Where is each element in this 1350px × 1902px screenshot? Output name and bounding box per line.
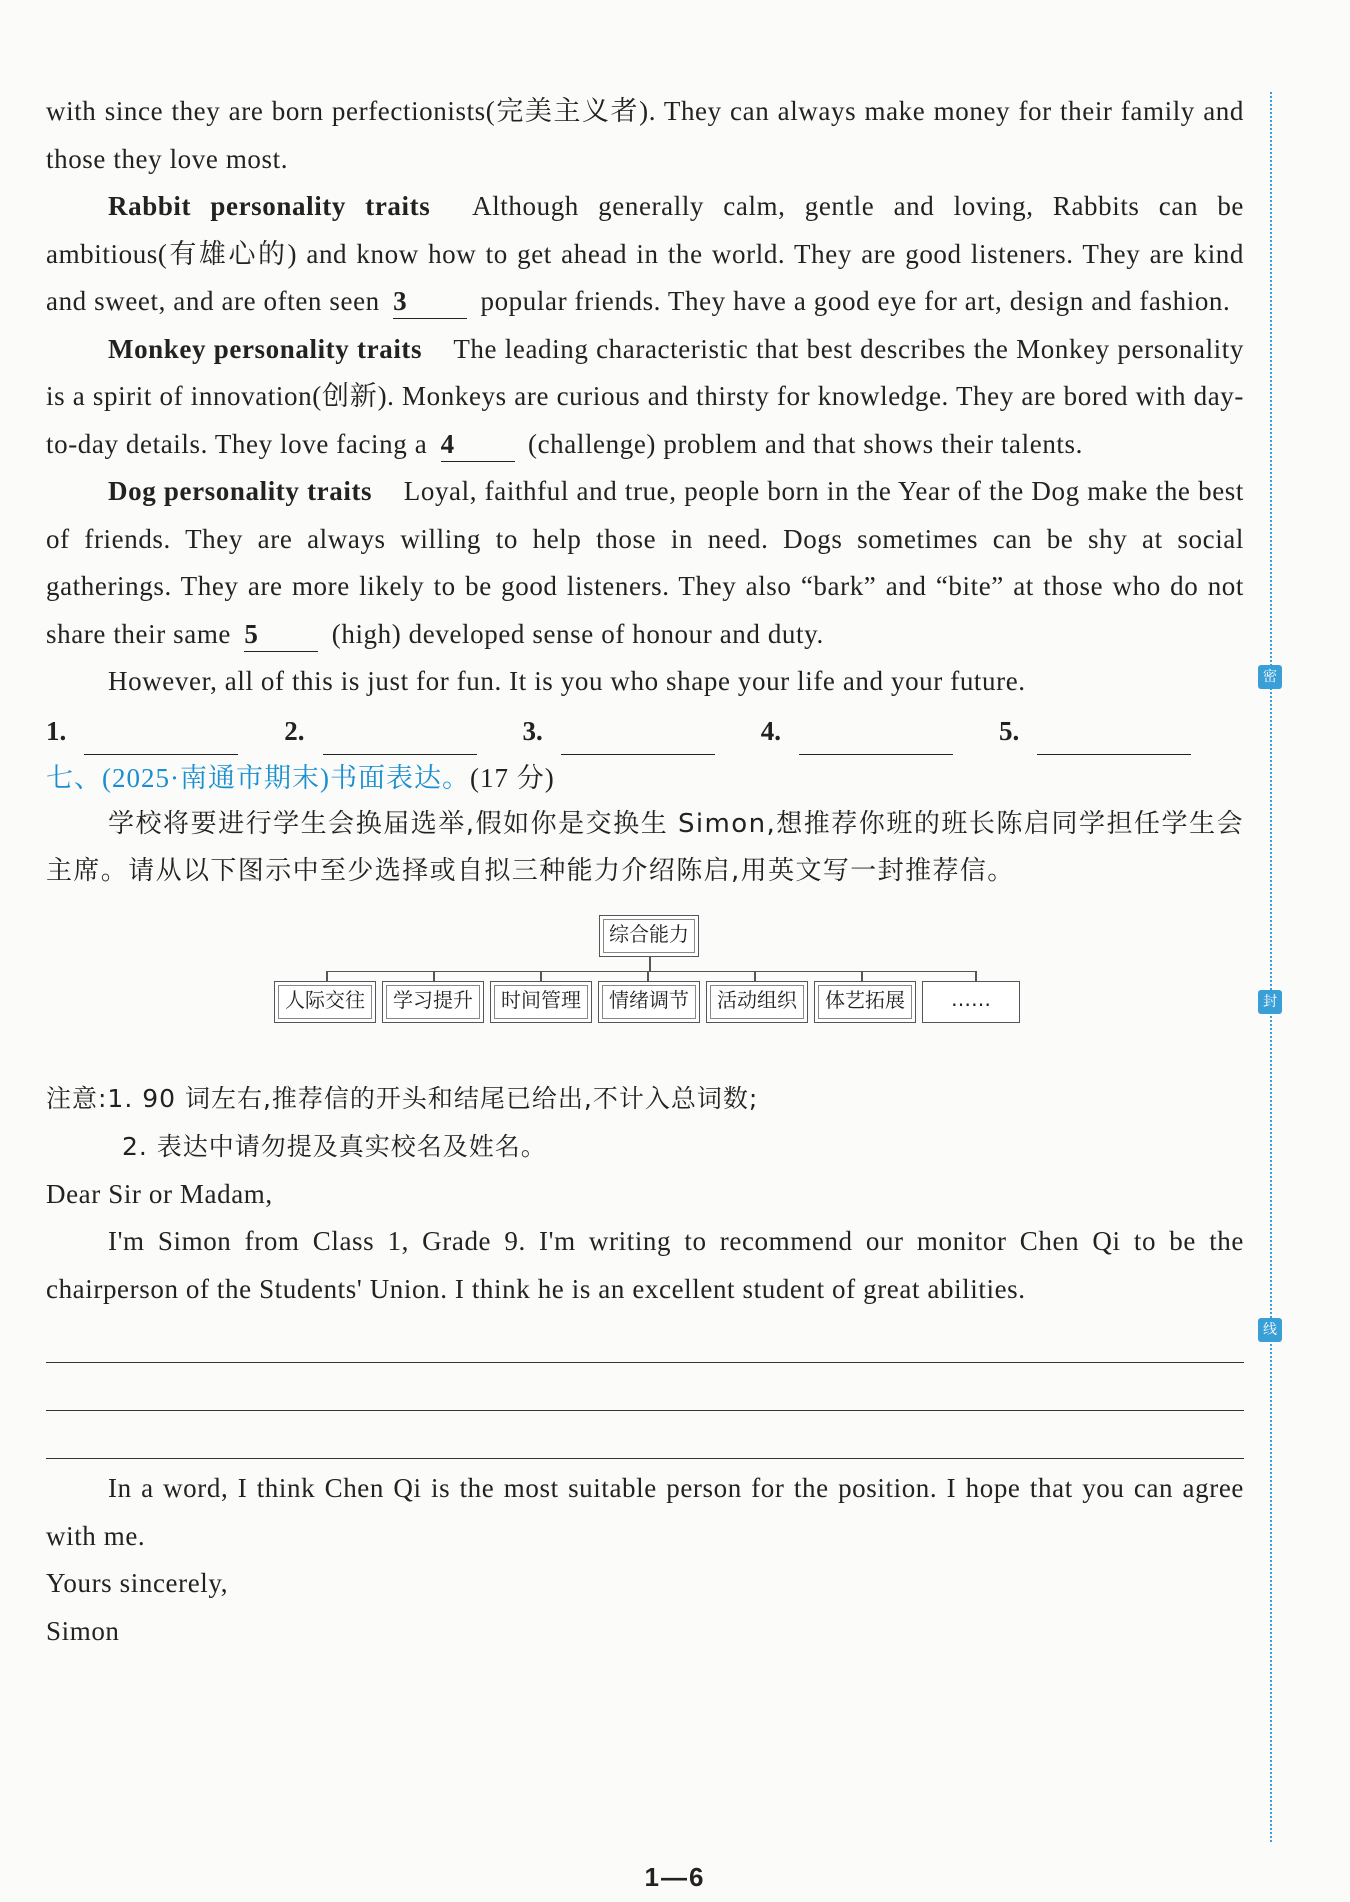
monkey-text-b: (challenge) problem and that shows their talents.: [528, 428, 1083, 459]
rabbit-text-a: Although generally calm, gentle and loving, Rabbits can be ambitious(有雄心的) and know how to get ahead in the world. They are good listeners. They are kind and sweet, and are often seen: [46, 191, 1245, 316]
letter-signoff: Yours sincerely,: [46, 1568, 229, 1598]
answer-item-5: [999, 708, 1191, 755]
diagram-child-label: ……: [951, 986, 991, 1011]
diagram-child-box: [274, 981, 376, 1023]
worksheet-page: [46, 88, 1244, 1655]
diagram-child-label: 体艺拓展: [818, 985, 912, 1019]
monkey-heading: Monkey personality traits: [108, 333, 423, 364]
answer-field[interactable]: [84, 724, 238, 755]
dog-text-b: (high) developed sense of honour and duty.: [331, 618, 824, 649]
page-number: 1—6: [644, 1862, 706, 1892]
diagram-connector: [326, 971, 328, 981]
diagram-connector: [647, 971, 649, 981]
diagram-connector: [433, 971, 435, 981]
diagram-child-label: 人际交往: [278, 985, 372, 1019]
diagram-child-box: [382, 981, 484, 1023]
diagram-branch-line: [326, 971, 976, 973]
passage-text: with since they are born perfectionists(完美主义者). They can always make money for their family and those they love most.: [46, 96, 1244, 174]
diagram-connector: [975, 971, 977, 981]
letter-ending: In a word, I think Chen Qi is the most suitable person for the position. I hope that you can agree with me.: [46, 1473, 1244, 1551]
diagram-connector: [649, 957, 651, 971]
passage-paragraph-closing: However, all of this is just for fun. It is you who shape your life and your future.: [108, 666, 1026, 696]
blank-5: 5: [244, 617, 318, 652]
diagram-root-box: [599, 915, 699, 957]
binding-dotted-line: [1270, 92, 1272, 1842]
answer-item-1: [46, 708, 238, 755]
answer-blanks-row: [46, 708, 1244, 755]
blank-4: 4: [441, 427, 515, 462]
letter-opening: I'm Simon from Class 1, Grade 9. I'm writing to recommend our monitor Chen Qi to be the chairperson of the Students' Union. I think he is an excellent student of great abilities.: [46, 1226, 1244, 1304]
answer-field[interactable]: [561, 724, 715, 755]
diagram-child-box: [490, 981, 592, 1023]
passage-paragraph-dog: [46, 468, 1244, 658]
diagram-child-box: [598, 981, 700, 1023]
dog-heading: Dog personality traits: [108, 476, 373, 506]
diagram-connector: [861, 971, 863, 981]
passage-paragraph-rabbit: [46, 183, 1244, 326]
answer-field[interactable]: [1037, 724, 1191, 755]
answer-number: 2.: [284, 715, 305, 746]
dog-text-a: Loyal, faithful and true, people born in the Year of the Dog make the best of friends. They are always willing to help those in need. Dogs sometimes can be shy at social gatherings. They are more likely to be good listeners. They also “bark” and “bite” at those who do not share their same: [46, 476, 1244, 649]
passage-paragraph-intro: [46, 88, 1244, 183]
answer-field[interactable]: [799, 724, 953, 755]
letter-salutation: Dear Sir or Madam,: [46, 1178, 273, 1209]
answer-item-2: [284, 708, 476, 755]
section-score: (17 分): [469, 762, 555, 793]
binding-tag-feng: 封: [1258, 990, 1282, 1014]
rabbit-text-b: popular friends. They have a good eye for art, design and fashion.: [480, 286, 1231, 316]
binding-tag-xian: 线: [1258, 1318, 1282, 1342]
answer-number: 3.: [522, 715, 543, 746]
note-1: 注意:1. 90 词左右,推荐信的开头和结尾已给出,不计入总词数;: [46, 1083, 759, 1113]
answer-number: 4.: [760, 715, 781, 746]
diagram-connector: [754, 971, 756, 981]
monkey-text-a: The leading characteristic that best describes the Monkey personality is a spirit of innovation(创新). Monkeys are curious and thirsty for knowledge. They are bored with day-to-day details. They love facing a: [46, 333, 1244, 459]
writing-line[interactable]: [46, 1411, 1244, 1459]
writing-line[interactable]: [46, 1363, 1244, 1411]
diagram-child-box: [706, 981, 808, 1023]
answer-item-3: [523, 708, 715, 755]
diagram-child-label: 情绪调节: [602, 985, 696, 1019]
blank-3: 3: [393, 284, 467, 319]
writing-area[interactable]: [46, 1315, 1244, 1459]
letter-signature: Simon: [46, 1615, 120, 1646]
passage-paragraph-monkey: [46, 326, 1244, 469]
section-7-title: [46, 755, 1244, 801]
answer-number: 5.: [999, 715, 1020, 746]
answer-item-4: [761, 708, 953, 755]
diagram-child-label: 活动组织: [710, 985, 804, 1019]
diagram-root-label: 综合能力: [603, 919, 695, 953]
diagram-connector: [540, 971, 542, 981]
writing-instruction: 学校将要进行学生会换届选举,假如你是交换生 Simon,想推荐你班的班长陈启同学担任学生会主席。请从以下图示中至少选择或自拟三种能力介绍陈启,用英文写一封推荐信。: [46, 808, 1244, 886]
diagram-child-label: 学习提升: [386, 985, 480, 1019]
answer-field[interactable]: [323, 724, 477, 755]
writing-line[interactable]: [46, 1315, 1244, 1363]
binding-tag-mi: 密: [1258, 665, 1282, 689]
note-2: 2. 表达中请勿提及真实校名及姓名。: [122, 1131, 547, 1161]
ability-diagram: [46, 895, 1244, 1075]
diagram-child-label: 时间管理: [494, 985, 588, 1019]
rabbit-heading: Rabbit personality traits: [108, 191, 431, 221]
answer-number: 1.: [46, 715, 67, 746]
section-title-text: 七、(2025·南通市期末)书面表达。: [46, 762, 470, 793]
diagram-child-box: [814, 981, 916, 1023]
diagram-child-box: [922, 981, 1020, 1023]
